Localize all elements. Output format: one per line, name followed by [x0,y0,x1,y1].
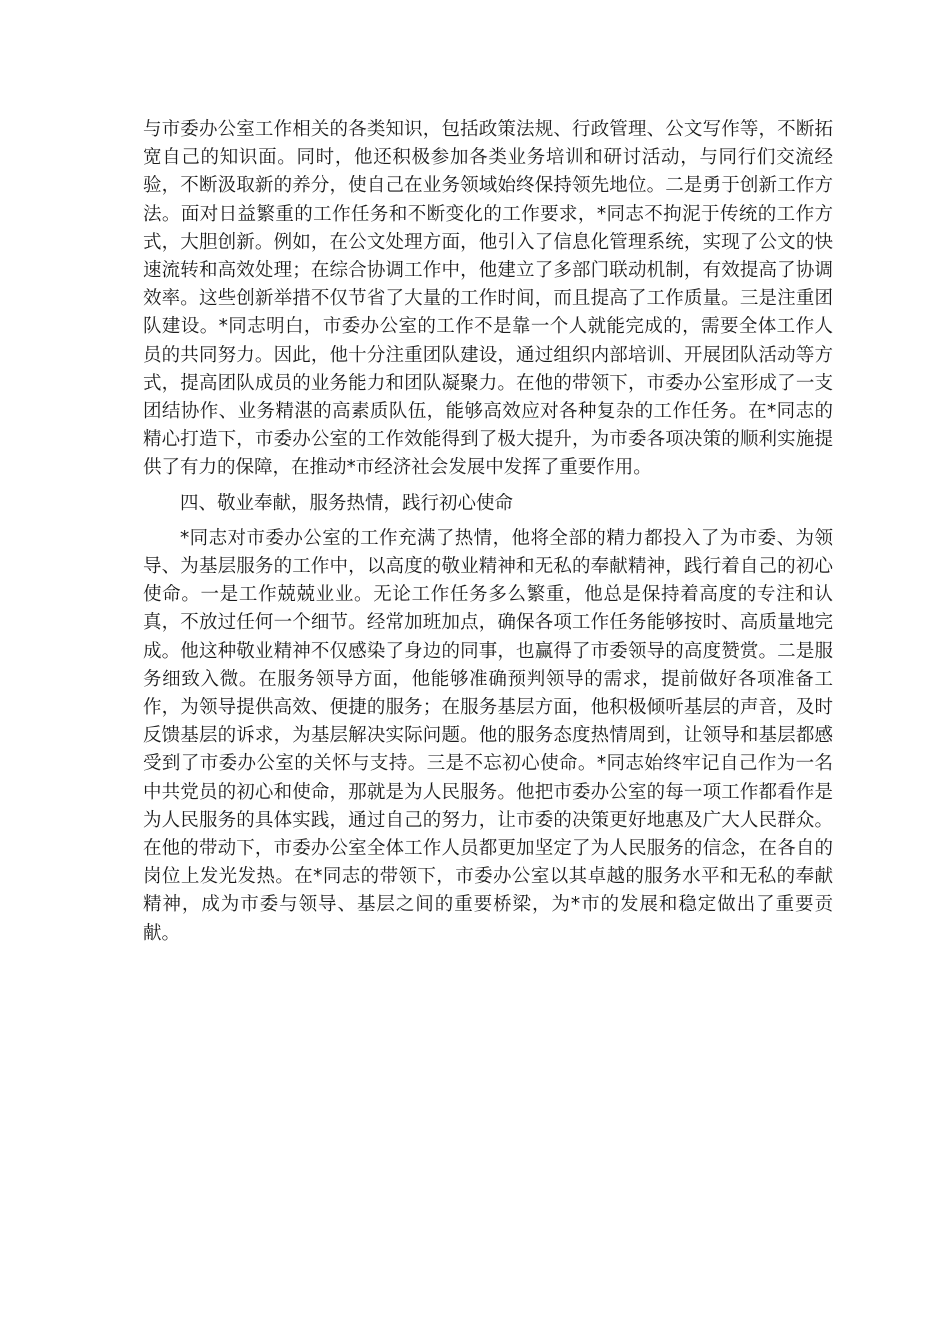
section-heading-four: 四、敬业奉献，服务热情，践行初心使命 [180,492,514,514]
document-body [143,116,833,955]
paragraph-section-four: *同志对市委办公室的工作充满了热情，他将全部的精力都投入了为市委、为领导、为基层服务的工作中，以高度的敬业精神和无私的奉献精神，践行着自己的初心使命。一是工作兢兢业业。无论工作任务多么繁重，他总是保持着高度的专注和认真，不放过任何一个细节。经常加班加点，确保各项工作任务能够按时、高质量地完成。他这种敬业精神不仅感染了身边的同事，也赢得了市委领导的高度赞赏。二是服务细致入微。在服务领导方面，他能够准确预判领导的需求，提前做好各项准备工作，为领导提供高效、便捷的服务；在服务基层方面，他积极倾听基层的声音，及时反馈基层的诉求，为基层解决实际问题。他的服务态度热情周到，让领导和基层都感受到了市委办公室的关怀与支持。三是不忘初心使命。*同志始终牢记自己作为一名中共党员的初心和使命，那就是为人民服务。他把市委办公室的每一项工作都看作是为人民服务的具体实践，通过自己的努力，让市委的决策更好地惠及广大人民群众。在他的带动下，市委办公室全体工作人员都更加坚定了为人民服务的信念，在各自的岗位上发光发热。在*同志的带领下，市委办公室以其卓越的服务水平和无私的奉献精神，成为市委与领导、基层之间的重要桥梁，为*市的发展和稳定做出了重要贡献。 [143,527,833,944]
paragraph-continuation: 与市委办公室工作相关的各类知识，包括政策法规、行政管理、公文写作等，不断拓宽自己的知识面。同时，他还积极参加各类业务培训和研讨活动，与同行们交流经验，不断汲取新的养分，使自己在业务领域始终保持领先地位。二是勇于创新工作方法。面对日益繁重的工作任务和不断变化的工作要求，*同志不拘泥于传统的工作方式，大胆创新。例如，在公文处理方面，他引入了信息化管理系统，实现了公文的快速流转和高效处理；在综合协调工作中，他建立了多部门联动机制，有效提高了协调效率。这些创新举措不仅节省了大量的工作时间，而且提高了工作质量。三是注重团队建设。*同志明白，市委办公室的工作不是靠一个人就能完成的，需要全体工作人员的共同努力。因此，他十分注重团队建设，通过组织内部培训、开展团队活动等方式，提高团队成员的业务能力和团队凝聚力。在他的带领下，市委办公室形成了一支团结协作、业务精湛的高素质队伍，能够高效应对各种复杂的工作任务。在*同志的精心打造下，市委办公室的工作效能得到了极大提升，为市委各项决策的顺利实施提供了有力的保障，在推动*市经济社会发展中发挥了重要作用。 [143,119,833,479]
